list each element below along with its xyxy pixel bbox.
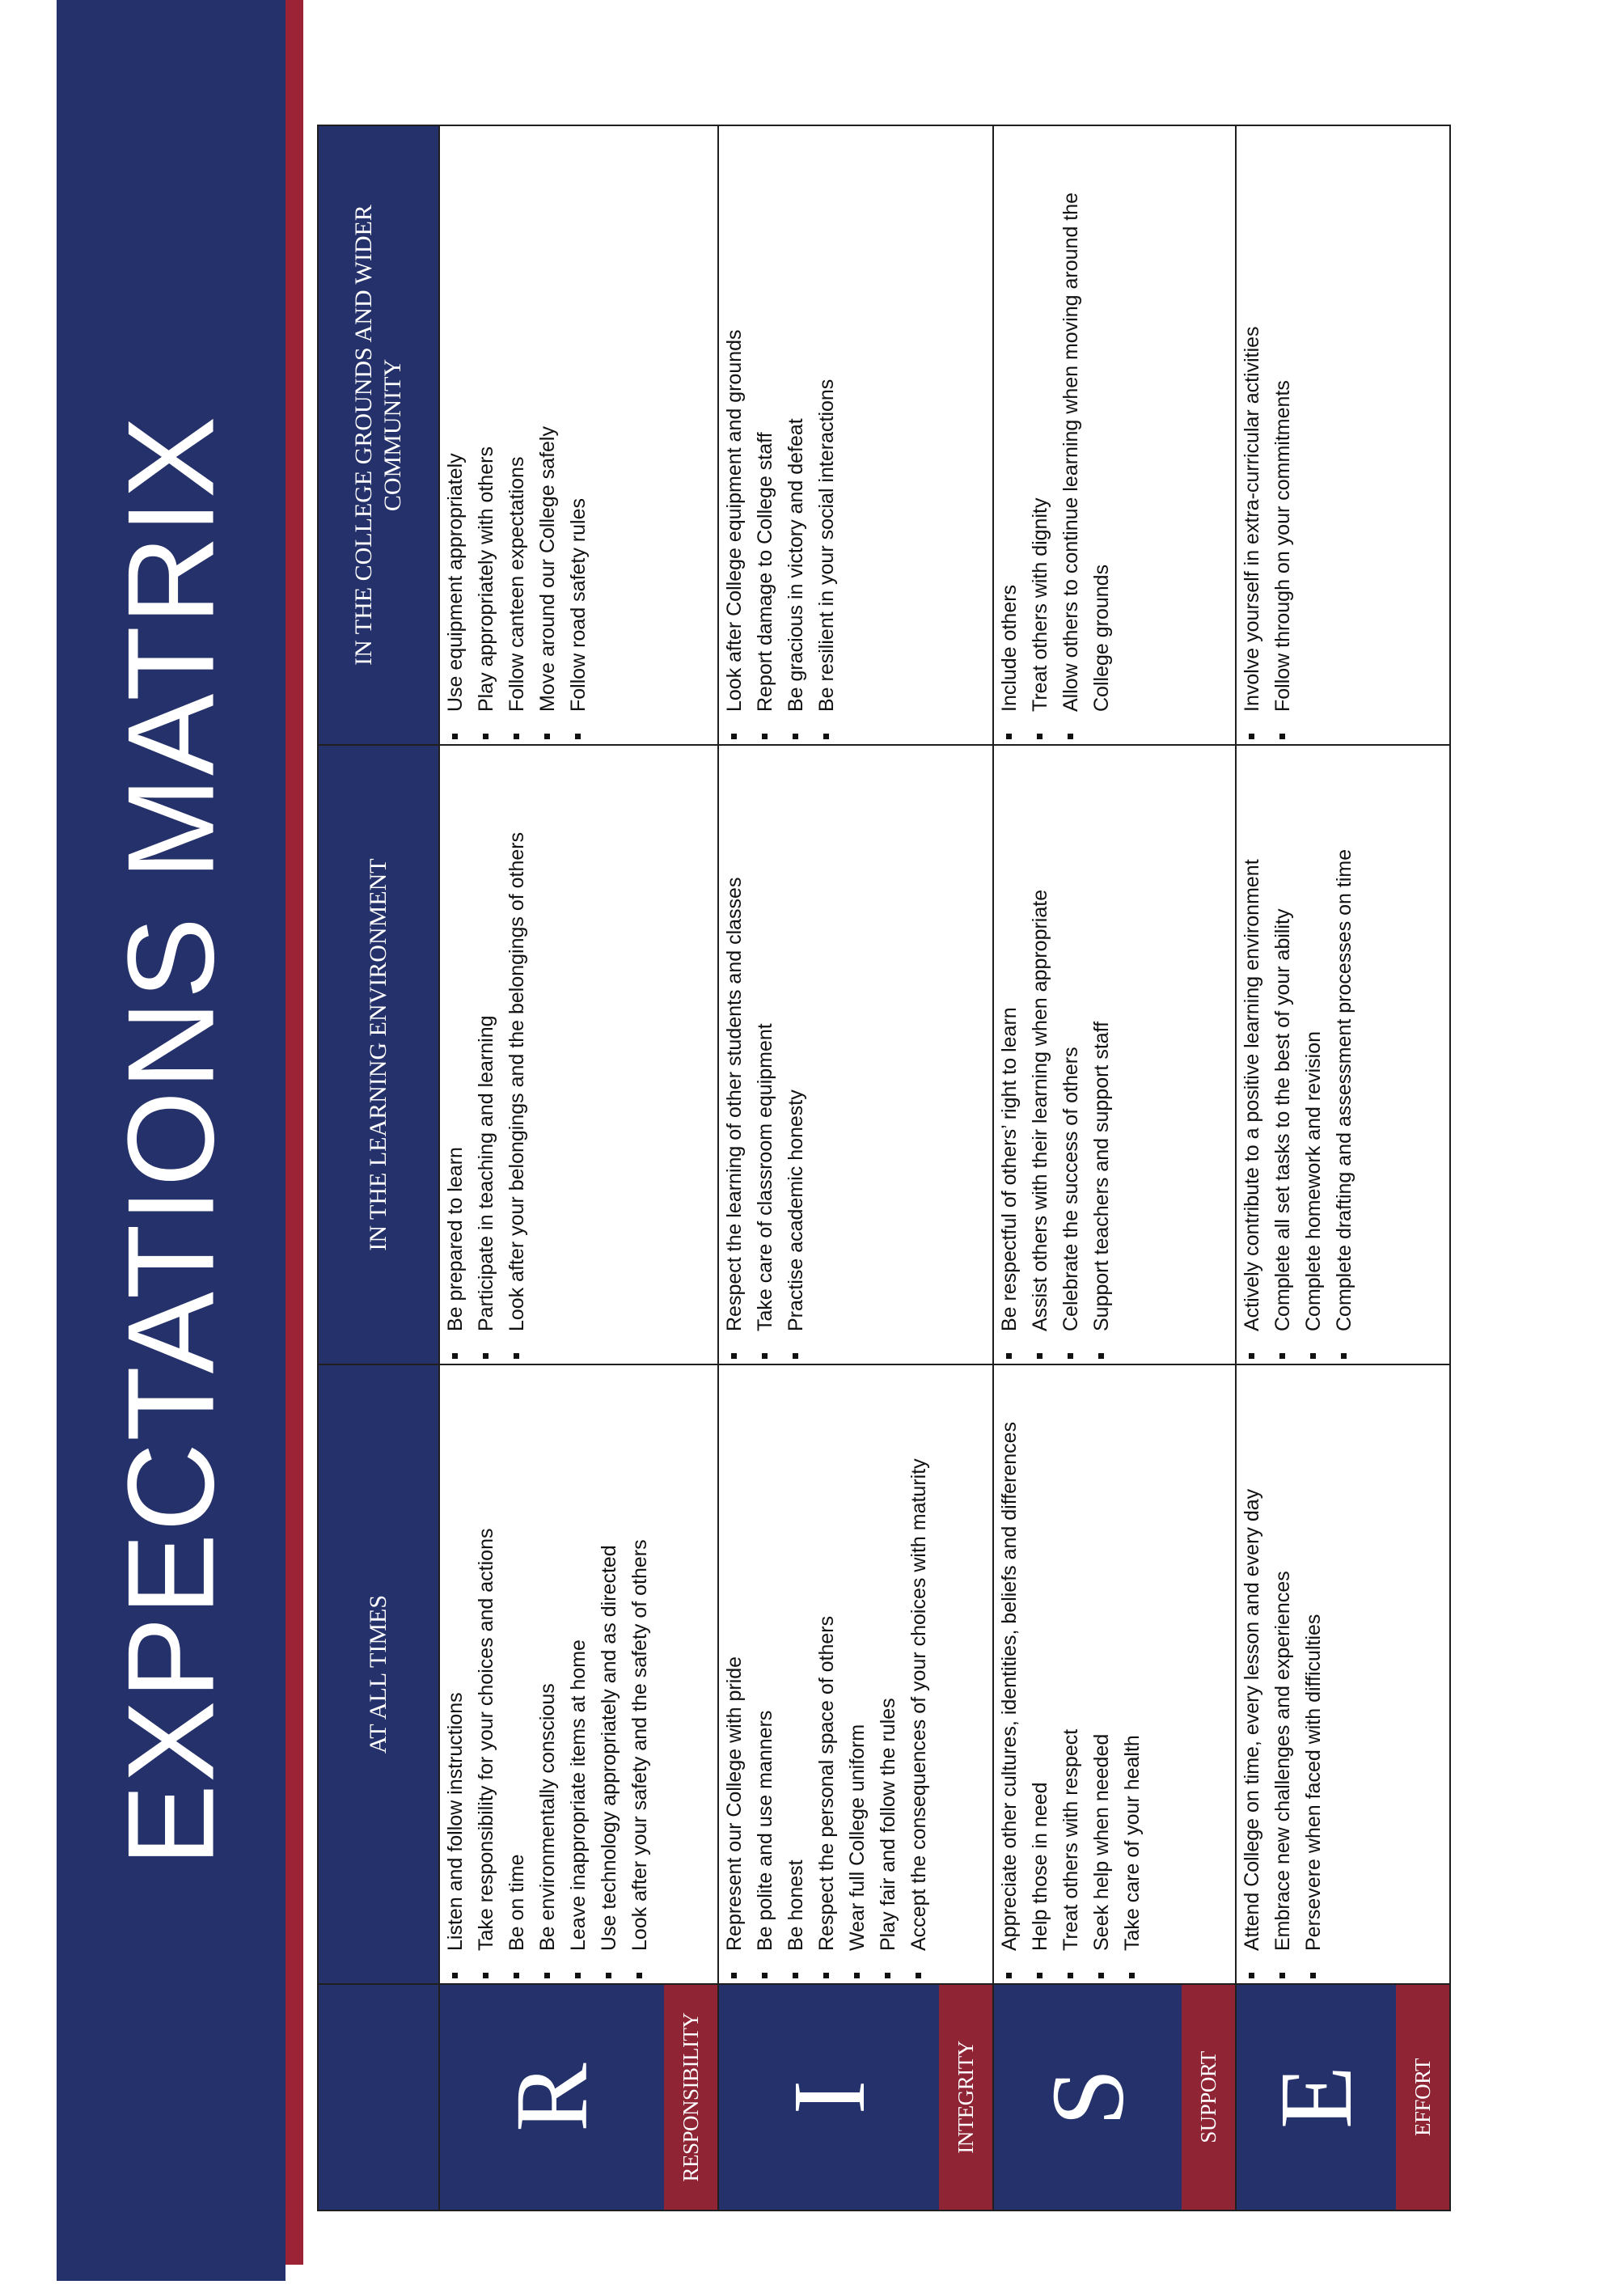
matrix-table bbox=[317, 125, 1451, 2211]
bullet-list bbox=[1237, 126, 1298, 744]
list-item: Use equipment appropriately bbox=[440, 126, 471, 744]
list-item: Involve yourself in extra-curricular activities bbox=[1237, 126, 1267, 744]
bullet-list bbox=[440, 746, 532, 1364]
value-name-label: INTEGRITY bbox=[939, 1985, 992, 2210]
bullet-list bbox=[440, 126, 594, 744]
matrix-row-responsibility bbox=[439, 125, 718, 2211]
list-item: Embrace new challenges and experiences bbox=[1267, 1365, 1298, 1983]
list-item: Report damage to College staff bbox=[750, 126, 780, 744]
expectations-cell bbox=[993, 1364, 1236, 1984]
list-item: Take care of your health bbox=[1117, 1365, 1148, 1983]
list-item: Take care of classroom equipment bbox=[750, 746, 780, 1364]
list-item: Be honest bbox=[780, 1365, 811, 1983]
list-item: Complete drafting and assessment processes on time bbox=[1329, 746, 1360, 1364]
header-corner bbox=[318, 1984, 439, 2211]
list-item: Complete all set tasks to the best of your ability bbox=[1267, 746, 1298, 1364]
list-item: Treat others with dignity bbox=[1025, 126, 1055, 744]
bullet-list bbox=[719, 1365, 934, 1983]
list-item: Respect the personal space of others bbox=[811, 1365, 842, 1983]
expectations-cell bbox=[439, 1364, 718, 1984]
column-header-learning-environment: IN THE LEARNING ENVIRONMENT bbox=[318, 745, 439, 1364]
expectations-cell bbox=[1236, 1364, 1450, 1984]
value-cell bbox=[993, 1984, 1236, 2211]
list-item: Practise academic honesty bbox=[780, 746, 811, 1364]
column-header-at-all-times: AT ALL TIMES bbox=[318, 1364, 439, 1984]
expectations-cell bbox=[439, 125, 718, 745]
list-item: Be respectful of others’ right to learn bbox=[994, 746, 1025, 1364]
bullet-list bbox=[440, 1365, 655, 1983]
list-item: Leave inappropriate items at home bbox=[563, 1365, 594, 1983]
list-item: Be gracious in victory and defeat bbox=[780, 126, 811, 744]
list-item: Participate in teaching and learning bbox=[471, 746, 501, 1364]
value-cell bbox=[1236, 1984, 1450, 2211]
list-item: Follow through on your commitments bbox=[1267, 126, 1298, 744]
list-item: Wear full College uniform bbox=[842, 1365, 873, 1983]
value-letter: S bbox=[1030, 2068, 1145, 2126]
list-item: Listen and follow instructions bbox=[440, 1365, 471, 1983]
list-item: Look after your belongings and the belongings of others bbox=[501, 746, 532, 1364]
expectations-cell bbox=[439, 745, 718, 1364]
matrix-row-integrity bbox=[718, 125, 993, 2211]
list-item: Seek help when needed bbox=[1086, 1365, 1117, 1983]
header-row bbox=[318, 125, 439, 2211]
value-cell bbox=[718, 1984, 993, 2211]
list-item: Accept the consequences of your choices with maturity bbox=[903, 1365, 934, 1983]
value-letter: E bbox=[1258, 2065, 1373, 2130]
list-item: Attend College on time, every lesson and every day bbox=[1237, 1365, 1267, 1983]
list-item: Follow road safety rules bbox=[563, 126, 594, 744]
expectations-cell bbox=[1236, 745, 1450, 1364]
bullet-list bbox=[719, 126, 842, 744]
list-item: Treat others with respect bbox=[1055, 1365, 1086, 1983]
expectations-cell bbox=[718, 1364, 993, 1984]
list-item: Complete homework and revision bbox=[1298, 746, 1329, 1364]
list-item: Be resilient in your social interactions bbox=[811, 126, 842, 744]
list-item: Help those in need bbox=[1025, 1365, 1055, 1983]
value-cell bbox=[439, 1984, 718, 2211]
bullet-list bbox=[994, 1365, 1148, 1983]
list-item: Play appropriately with others bbox=[471, 126, 501, 744]
value-name-label: SUPPORT bbox=[1182, 1985, 1235, 2210]
bullet-list bbox=[719, 746, 811, 1364]
list-item: Represent our College with pride bbox=[719, 1365, 750, 1983]
list-item: Move around our College safely bbox=[532, 126, 563, 744]
value-letter: R bbox=[494, 2062, 609, 2132]
list-item: Appreciate other cultures, identities, beliefs and differences bbox=[994, 1365, 1025, 1983]
expectations-cell bbox=[718, 125, 993, 745]
list-item: Allow others to continue learning when moving around the College grounds bbox=[1055, 126, 1117, 744]
bullet-list bbox=[1237, 746, 1360, 1364]
list-item: Assist others with their learning when appropriate bbox=[1025, 746, 1055, 1364]
list-item: Support teachers and support staff bbox=[1086, 746, 1117, 1364]
list-item: Actively contribute to a positive learning environment bbox=[1237, 746, 1267, 1364]
list-item: Take responsibility for your choices and actions bbox=[471, 1365, 501, 1983]
list-item: Include others bbox=[994, 126, 1025, 744]
list-item: Be polite and use manners bbox=[750, 1365, 780, 1983]
expectations-cell bbox=[718, 745, 993, 1364]
list-item: Use technology appropriately and as directed bbox=[594, 1365, 624, 1983]
column-header-college-grounds: IN THE COLLEGE GROUNDS AND WIDER COMMUNITY bbox=[318, 125, 439, 745]
value-letter: I bbox=[771, 2079, 886, 2115]
list-item: Persevere when faced with difficulties bbox=[1298, 1365, 1329, 1983]
expectations-cell bbox=[1236, 125, 1450, 745]
page-title: EXPECTATIONS MATRIX bbox=[102, 414, 240, 1867]
list-item: Look after your safety and the safety of others bbox=[624, 1365, 655, 1983]
list-item: Be prepared to learn bbox=[440, 746, 471, 1364]
list-item: Follow canteen expectations bbox=[501, 126, 532, 744]
expectations-cell bbox=[993, 745, 1236, 1364]
value-name-label: RESPONSIBILITY bbox=[664, 1985, 717, 2210]
list-item: Respect the learning of other students and classes bbox=[719, 746, 750, 1364]
list-item: Celebrate the success of others bbox=[1055, 746, 1086, 1364]
matrix-row-effort bbox=[1236, 125, 1450, 2211]
bullet-list bbox=[994, 126, 1117, 744]
expectations-cell bbox=[993, 125, 1236, 745]
list-item: Be on time bbox=[501, 1365, 532, 1983]
expectations-matrix bbox=[317, 126, 1449, 2211]
matrix-row-support bbox=[993, 125, 1236, 2211]
list-item: Be environmentally conscious bbox=[532, 1365, 563, 1983]
bullet-list bbox=[994, 746, 1117, 1364]
value-name-label: EFFORT bbox=[1396, 1985, 1449, 2210]
list-item: Play fair and follow the rules bbox=[873, 1365, 903, 1983]
list-item: Look after College equipment and grounds bbox=[719, 126, 750, 744]
bullet-list bbox=[1237, 1365, 1329, 1983]
